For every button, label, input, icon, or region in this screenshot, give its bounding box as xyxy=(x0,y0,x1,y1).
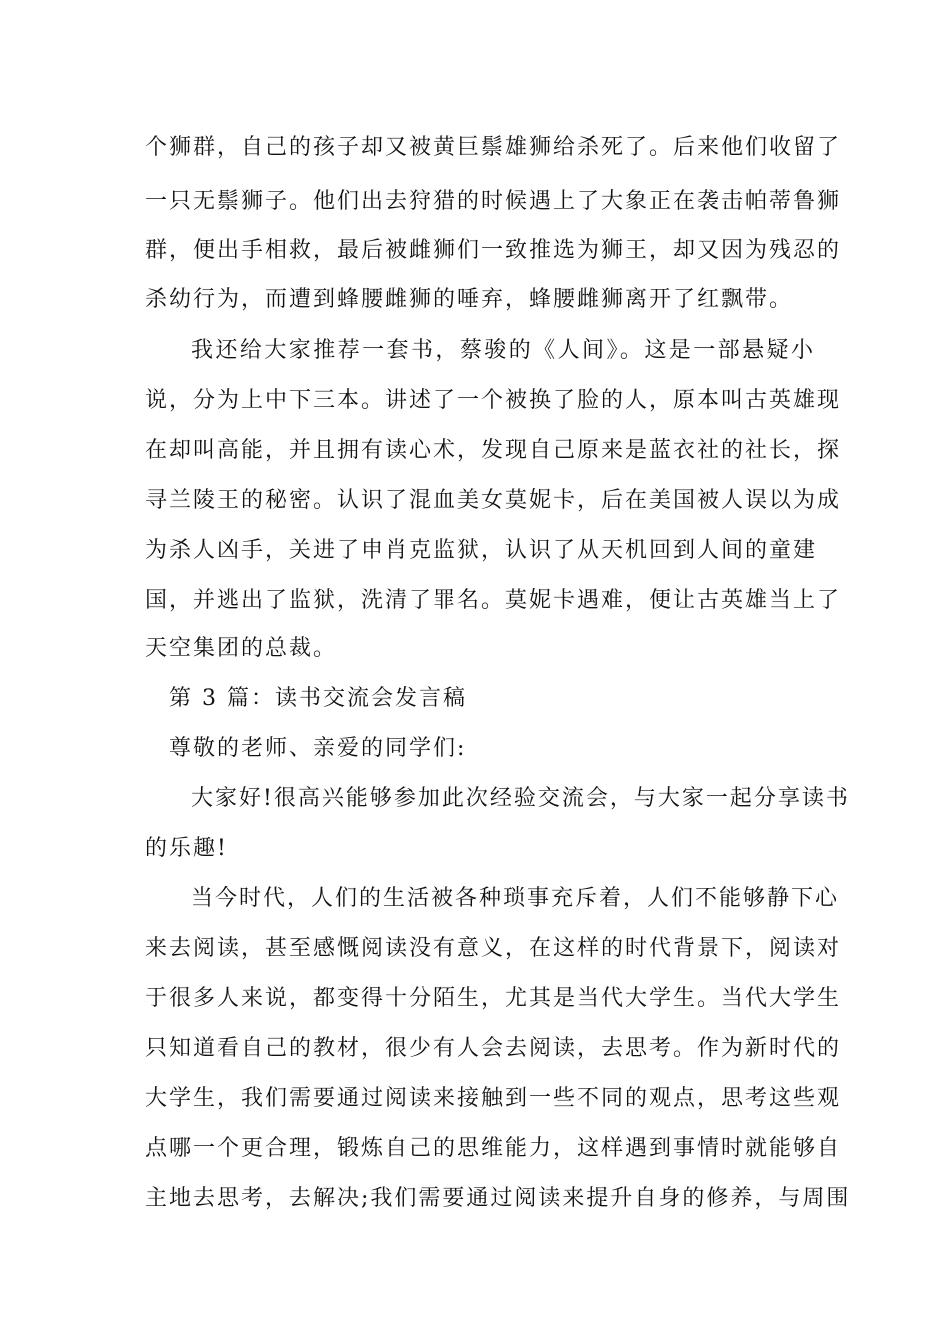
text-line: 当今时代，人们的生活被各种琐事充斥着，人们不能够静下心 xyxy=(191,886,840,911)
text-line: 主地去思考，去解决;我们需要通过阅读来提升自身的修养，与周围 xyxy=(145,1186,851,1211)
text-line: 一只无鬃狮子。他们出去狩猎的时候遇上了大象正在袭击帕蒂鲁狮 xyxy=(145,189,842,214)
section-heading: 第 3 篇：读书交流会发言稿 xyxy=(169,686,467,711)
text-line: 只知道看自己的教材，很少有人会去阅读，去思考。作为新时代的 xyxy=(145,1036,842,1061)
text-line: 在却叫高能，并且拥有读心术，发现自己原来是蓝衣社的社长，探 xyxy=(145,438,842,463)
text-line: 大家好!很高兴能够参加此次经验交流会，与大家一起分享读书 xyxy=(191,786,850,811)
text-line: 为杀人凶手，关进了申肖克监狱，认识了从天机回到人间的童建 xyxy=(145,538,818,563)
text-line: 于很多人来说，都变得十分陌生，尤其是当代大学生。当代大学生 xyxy=(145,986,842,1011)
text-line: 寻兰陵王的秘密。认识了混血美女莫妮卡，后在美国被人误以为成 xyxy=(145,488,842,513)
text-line: 国，并逃出了监狱，洗清了罪名。莫妮卡遇难，便让古英雄当上了 xyxy=(145,588,842,613)
text-line: 个狮群，自己的孩子却又被黄巨鬃雄狮给杀死了。后来他们收留了 xyxy=(145,135,842,160)
text-line: 说，分为上中下三本。讲述了一个被换了脸的人，原本叫古英雄现 xyxy=(145,388,842,413)
text-line: 大学生，我们需要通过阅读来接触到一些不同的观点，思考这些观 xyxy=(145,1086,842,1111)
text-line: 群，便出手相救，最后被雌狮们一致推选为狮王，却又因为残忍的 xyxy=(145,238,842,263)
text-line: 杀幼行为，而遭到蜂腰雌狮的唾弃，蜂腰雌狮离开了红飘带。 xyxy=(145,287,794,312)
text-line: 的乐趣! xyxy=(145,836,228,861)
salutation: 尊敬的老师、亲爱的同学们: xyxy=(169,736,467,761)
text-line: 我还给大家推荐一套书，蔡骏的《人间》。这是一部悬疑小 xyxy=(191,338,815,363)
text-line: 点哪一个更合理，锻炼自己的思维能力，这样遇到事情时就能够自 xyxy=(145,1136,842,1161)
text-line: 来去阅读，甚至感慨阅读没有意义，在这样的时代背景下，阅读对 xyxy=(145,936,842,961)
text-line: 天空集团的总裁。 xyxy=(145,636,338,661)
